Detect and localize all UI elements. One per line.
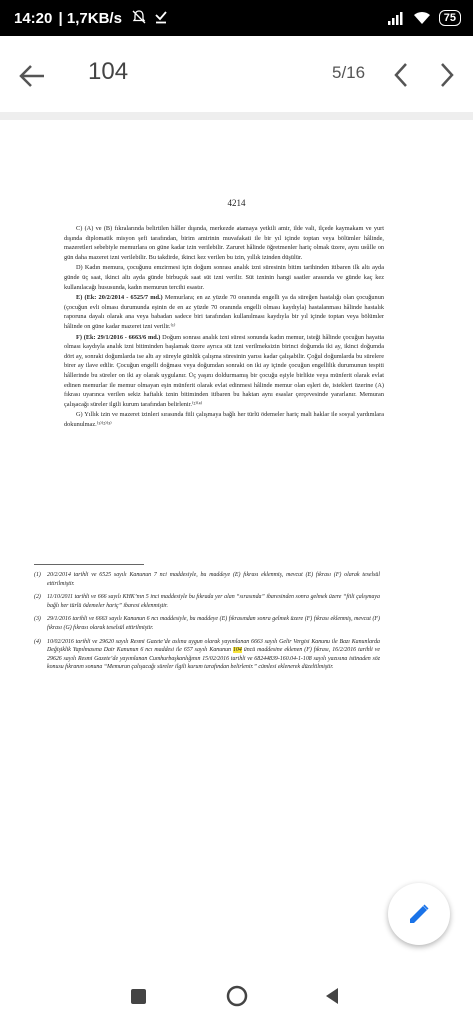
status-left — [14, 10, 168, 27]
paragraph-e: E) (Ek: 20/2/2014 - 6525/7 md.) Memurlara; en az yüzde 70 oranında engelli ya da süreğen hastalığı olan çocuğunun (çocuğun evli olması durumunda eşinin de en az yüzde 70 oranında engelli olması kaydıyla) hastalanması hâlinde hastalık raporuna dayalı olarak ana veya babadan sadece biri tarafından kullanılması kaydıyla bir yıl içinde toptan veya bölümler hâlinde on güne kadar mazeret izni verilir.⁽¹⁾ — [64, 294, 384, 330]
previous-page-button[interactable] — [386, 58, 416, 92]
status-bar — [0, 0, 473, 36]
page-indicator: 5/16 — [332, 63, 366, 82]
back-button[interactable] — [14, 58, 50, 94]
page-number: 4214 — [227, 198, 246, 208]
next-page-button[interactable] — [432, 58, 462, 92]
signal-icon — [387, 11, 405, 25]
paragraph-d: D) Kadın memura, çocuğunu emzirmesi için doğum sonrası analık izni süresinin bitim tarihinden itibaren ilk altı ayda günde üç saat, ikinci altı ayda günde birbuçuk saat süt izni verilir. Süt izninin hangi saatler arasında ve günde kaç kez kullanılacağı hususunda, kadın memurun tercihi esastır. — [64, 264, 384, 291]
battery-indicator: 75 — [439, 10, 461, 26]
chevron-right-icon — [432, 58, 462, 92]
download-done-icon — [154, 10, 168, 24]
paragraph-f: F) (Ek: 29/1/2016 - 6663/6 md.) Doğum sonrası analık izni süresi sonunda kadın memur, isteği hâlinde çocuğun hayatta olması kaydıyla analık izni bitiminden başlamak üzere ayrıca süt izni verilmeksizin birinci doğumda iki ay, ikinci doğumda dört ay, sonraki doğumlarda ise altı ay süreyle günlük çalışma süresinin yarısı kadar çalışabilir. Çoğul doğumlarda bu sürelere birer ay ilave edilir. Çocuğun engelli doğması veya doğumdan sonraki on iki ay içinde çocuğun engellilik durumunun tespiti hâllerinde bu süreler on iki ay olarak uygulanır. Üç yaşını doldurmamış bir çocuğu eşiyle birlikte veya münferit olarak evlat edinen memurlar ile memur olmayan eşin münferit olarak evlat edinmesi hâlinde memur olan eşleri de, istekleri üzerine (A) fıkrası uyarınca verilen sekiz haftalık iznin bitiminden itibaren bu haktan aynı esaslar çerçevesinde yararlanır. Memuran çalışacağı süreler ilgili kurum tarafından belirlenir.⁽²⁾⁽⁴⁾ — [64, 333, 384, 408]
footnote-4: (4) 10/02/2016 tarihli ve 29620 sayılı Resmi Gazete’de aslına uygun olarak yayımlanan 6663 sayılı Gelir Vergisi Kanunu ile Bazı Kanunlarda Değişiklik Yapılmasına Dair Kanunun 6 ncı maddesi ile 657 sayılı Kanunun 104 üncü maddesine eklenen (F) fıkrası, 16/2/2016 tarihli ve 29626 sayılı Resmi Gazete’de yayımlanan Cumhurbaşkanlığının 15/02/2016 tarihli ve 68244839-160.04-1-108 sayılı yazısına istinaden söz konusu fıkranın sonuna “Memurun çalışacağı süreler ilgili kurum tarafından belirlenir.” cümlesi eklenerek düzeltilmiştir. — [34, 638, 380, 671]
footnote-3: (3) 29/1/2016 tarihli ve 6663 sayılı Kanunun 6 ncı maddesiyle, bu maddeye (E) fıkrasından sonra gelmek üzere (F) fıkrası eklenmiş, mevcut (F) fıkrası (G) fıkrası olarak teselsül ettirilmiştir. — [34, 616, 380, 631]
pencil-icon — [407, 902, 431, 926]
footnotes — [34, 571, 380, 677]
edit-button[interactable] — [388, 883, 450, 945]
footnote-1: (1) 20/2/2014 tarihli ve 6525 sayılı Kanunun 7 nci maddesiyle, bu maddeye (E) fıkrası eklenmiş, mevcut (E) fıkrası (F) olarak teselsül ettirilmiştir. — [34, 572, 380, 587]
document-page — [0, 120, 473, 972]
body-text — [64, 224, 384, 430]
status-time: 14:20 — [14, 10, 53, 27]
wifi-icon — [413, 11, 431, 25]
document-title: 104 — [88, 58, 129, 85]
paragraph-c: C) (A) ve (B) fıkralarında belirtilen hâller dışında, merkezde atamaya yetkili amir, ilde vali, ilçede kaymakam ve yurt dışında diplomatik misyon şefi tarafından, birim amirinin muvafakati ile bir yıl içinde toptan veya bölümler hâlinde, mazeretleri sebebiyle memurlara on güne kadar izin verilebilir. Zaruret hâlinde öğretmenler hariç olmak üzere, aynı usûlle on gün daha mazeret izni verilebilir. Bu takdirde, ikinci kez verilen bu izin, yıllık izinden düşülür. — [64, 225, 384, 261]
status-speed: | 1,7KB/s — [58, 10, 122, 27]
arrow-back-icon — [14, 58, 50, 94]
system-navigation-bar — [0, 972, 473, 1024]
footnote-2: (2) 11/10/2011 tarihli ve 666 sayılı KHK’nın 5 inci maddesiyle bu fıkrada yer alan “sırasında” ibaresinden sonra gelmek üzere “fiili çalışmaya bağlı her türlü ödemeler hariç” ibaresi eklenmiştir. — [34, 594, 380, 609]
system-back-button[interactable] — [324, 987, 340, 1005]
notifications-off-icon — [132, 10, 146, 24]
home-button[interactable] — [226, 985, 248, 1007]
status-right — [387, 9, 461, 27]
chevron-left-icon — [386, 58, 416, 92]
footnote-divider — [34, 564, 144, 565]
search-highlight: 104 — [232, 647, 242, 654]
top-toolbar — [0, 36, 473, 112]
paragraph-g: G) Yıllık izin ve mazeret izinleri sırasında fiili çalışmaya bağlı her türlü ödemeler hariç mali haklar ile sosyal yardımlara dokunulmaz.⁽¹⁾⁽²⁾⁽³⁾ — [64, 411, 384, 428]
recents-button[interactable] — [131, 989, 146, 1004]
document-viewer[interactable] — [0, 112, 473, 972]
